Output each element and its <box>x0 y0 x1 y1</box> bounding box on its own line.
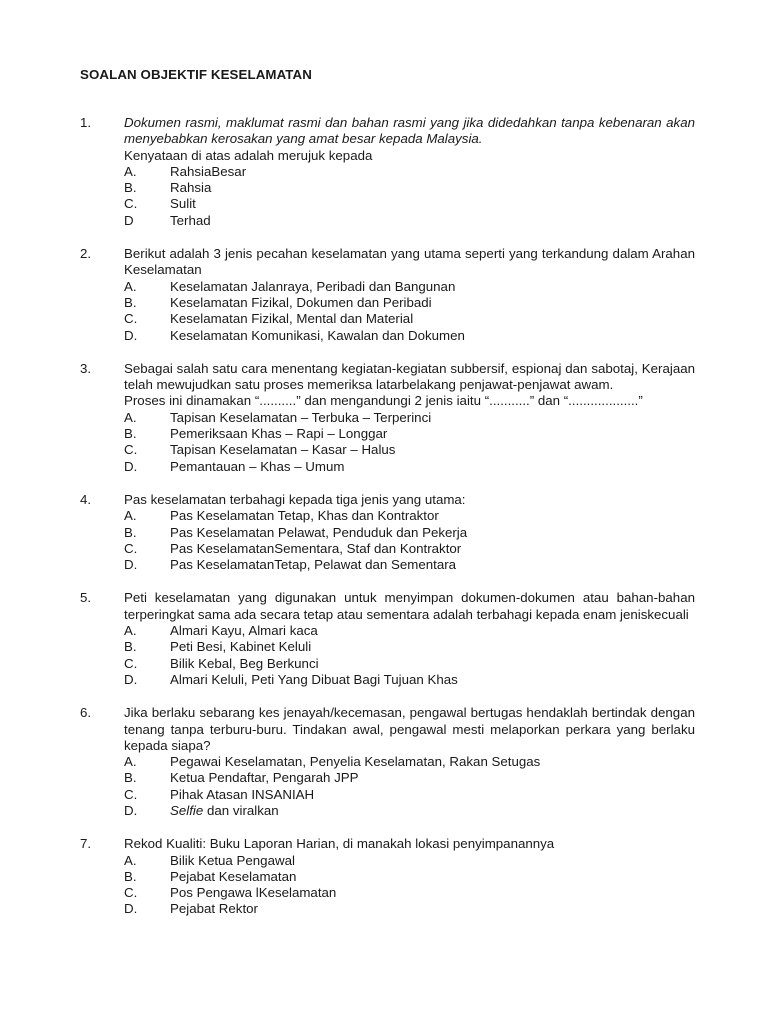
option-text: Pejabat Keselamatan <box>170 868 297 884</box>
option-list <box>124 853 695 918</box>
question-number: 3. <box>80 360 92 376</box>
option-text: Almari Keluli, Peti Yang Dibuat Bagi Tujuan Khas <box>170 671 458 687</box>
option-letter: D. <box>124 557 138 573</box>
option-d <box>124 557 695 573</box>
option-a <box>124 279 695 295</box>
option-c <box>124 787 695 803</box>
question-6 <box>80 705 695 819</box>
question-stem: Pas keselamatan terbahagi kepada tiga jenis yang utama: <box>124 491 466 507</box>
question-body <box>124 590 695 688</box>
option-c <box>124 442 695 458</box>
option-d <box>124 459 695 475</box>
option-text: Rahsia <box>170 180 212 196</box>
option-text: Pas KeselamatanSementara, Staf dan Kontraktor <box>170 540 462 556</box>
option-a <box>124 508 695 524</box>
option-letter: C. <box>124 196 138 212</box>
option-letter: A. <box>124 508 137 524</box>
question-list <box>80 115 695 918</box>
option-d <box>124 213 695 229</box>
option-list <box>124 754 695 819</box>
option-a <box>124 754 695 770</box>
option-letter: C. <box>124 540 138 556</box>
option-c <box>124 311 695 327</box>
question-number: 7. <box>80 836 92 852</box>
option-text: Keselamatan Komunikasi, Kawalan dan Dokumen <box>170 327 465 343</box>
option-letter: A. <box>124 852 137 868</box>
question-4 <box>80 492 695 573</box>
option-list <box>124 410 695 475</box>
option-text: Pas Keselamatan Pelawat, Penduduk dan Pekerja <box>170 524 468 540</box>
option-b <box>124 639 695 655</box>
option-text: Keselamatan Fizikal, Dokumen dan Peribadi <box>170 294 432 310</box>
question-stem: Jika berlaku sebarang kes jenayah/kecemasan, pengawal bertugas hendaklah bertindak dengan tenang tanpa terburu-buru. Tindakan awal, pengawal mesti melaporkan perkara yang berlaku kepada siapa? <box>124 705 695 753</box>
question-body <box>124 361 695 475</box>
option-letter: D. <box>124 458 138 474</box>
question-body <box>124 492 695 573</box>
option-c <box>124 541 695 557</box>
option-letter: C. <box>124 442 138 458</box>
option-a <box>124 410 695 426</box>
option-text: Bilik Kebal, Beg Berkunci <box>170 655 319 671</box>
option-text: Pas Keselamatan Tetap, Khas dan Kontraktor <box>170 508 439 524</box>
option-list <box>124 279 695 344</box>
option-text: Peti Besi, Kabinet Keluli <box>170 639 312 655</box>
question-lead: Kenyataan di atas adalah merujuk kepada <box>124 147 373 163</box>
option-c <box>124 885 695 901</box>
option-letter: C. <box>124 655 138 671</box>
question-number: 1. <box>80 115 92 130</box>
option-letter: B. <box>124 294 137 310</box>
option-letter: B. <box>124 524 137 540</box>
question-number: 2. <box>80 246 92 262</box>
question-number: 5. <box>80 590 92 606</box>
option-text: Pegawai Keselamatan, Penyelia Keselamatan, Rakan Setugas <box>170 754 541 770</box>
option-text: Terhad <box>170 212 211 228</box>
option-list <box>124 623 695 688</box>
option-a <box>124 853 695 869</box>
question-stem: Berikut adalah 3 jenis pecahan keselamatan yang utama seperti yang terkandung dalam Arahan Keselamatan <box>124 246 695 278</box>
option-list <box>124 508 695 573</box>
question-stem: Sebagai salah satu cara menentang kegiatan-kegiatan subbersif, espionaj dan sabotaj, Kerajaan telah mewujudkan satu proses memeriksa latarbelakang penjawat-penjawat awam. <box>124 360 695 393</box>
option-b <box>124 525 695 541</box>
option-text: Pejabat Rektor <box>170 901 258 917</box>
option-text: Ketua Pendaftar, Pengarah JPP <box>170 770 359 786</box>
option-text: Pas KeselamatanTetap, Pelawat dan Sementara <box>170 557 457 573</box>
question-body <box>124 246 695 344</box>
option-letter: A. <box>124 163 137 179</box>
option-b <box>124 295 695 311</box>
option-letter: D. <box>124 802 138 818</box>
question-7 <box>80 836 695 917</box>
option-a <box>124 623 695 639</box>
question-3 <box>80 361 695 475</box>
option-text: Almari Kayu, Almari kaca <box>170 623 318 639</box>
option-c <box>124 656 695 672</box>
option-letter: A. <box>124 623 137 639</box>
option-text: Tapisan Keselamatan – Kasar – Halus <box>170 442 396 458</box>
option-a <box>124 164 695 180</box>
question-2 <box>80 246 695 344</box>
option-b <box>124 770 695 786</box>
option-letter: A. <box>124 409 137 425</box>
option-b <box>124 426 695 442</box>
option-b <box>124 869 695 885</box>
option-d <box>124 672 695 688</box>
option-list <box>124 164 695 229</box>
option-letter: B. <box>124 770 137 786</box>
option-c <box>124 196 695 212</box>
question-1 <box>80 115 695 229</box>
option-d <box>124 328 695 344</box>
question-lead: Proses ini dinamakan “..........” dan mengandungi 2 jenis iaitu “...........” dan “...................” <box>124 393 643 409</box>
question-body <box>124 115 695 229</box>
option-text <box>170 803 695 819</box>
option-letter: A. <box>124 278 137 294</box>
option-b <box>124 180 695 196</box>
question-stem: Dokumen rasmi, maklumat rasmi dan bahan rasmi yang jika didedahkan tanpa kebenaran akan menyebabkan kerosakan yang amat besar kepada Malaysia. <box>124 115 695 147</box>
question-number: 4. <box>80 491 92 507</box>
question-5 <box>80 590 695 688</box>
option-text: Bilik Ketua Pengawal <box>170 852 295 868</box>
option-text: Pemantauan – Khas – Umum <box>170 458 345 474</box>
option-text: Pos Pengawa lKeselamatan <box>170 885 337 901</box>
option-letter: B. <box>124 426 137 442</box>
option-d <box>124 803 695 819</box>
question-number: 6. <box>80 705 92 721</box>
option-text: Sulit <box>170 196 196 212</box>
option-text: Tapisan Keselamatan – Terbuka – Terperinci <box>170 409 432 425</box>
option-letter: B. <box>124 180 137 196</box>
option-letter: D. <box>124 327 138 343</box>
option-letter: D. <box>124 671 138 687</box>
option-letter: D. <box>124 901 138 917</box>
option-d <box>124 901 695 917</box>
option-text: Pemeriksaan Khas – Rapi – Longgar <box>170 426 388 442</box>
option-letter: D <box>124 212 134 228</box>
option-text: Keselamatan Jalanraya, Peribadi dan Bangunan <box>170 278 456 294</box>
option-letter: C. <box>124 786 138 802</box>
question-stem: Rekod Kualiti: Buku Laporan Harian, di manakah lokasi penyimpanannya <box>124 836 555 852</box>
question-body <box>124 705 695 819</box>
option-text: Pihak Atasan INSANIAH <box>170 786 315 802</box>
option-text: Keselamatan Fizikal, Mental dan Material <box>170 311 414 327</box>
option-text-rest: dan viralkan <box>203 802 279 818</box>
option-letter: B. <box>124 639 137 655</box>
option-letter: C. <box>124 885 138 901</box>
question-stem: Peti keselamatan yang digunakan untuk menyimpan dokumen-dokumen atau bahan-bahan terperingkat sama ada secara tetap atau sementara adalah terbahagi kepada enam jeniskecuali <box>124 590 695 622</box>
document-title: SOALAN OBJEKTIF KESELAMATAN <box>80 67 312 82</box>
option-letter: B. <box>124 868 137 884</box>
option-letter: A. <box>124 754 137 770</box>
option-text: RahsiaBesar <box>170 163 247 179</box>
option-letter: C. <box>124 311 138 327</box>
question-body <box>124 836 695 917</box>
option-text-italic: Selfie <box>170 802 204 818</box>
